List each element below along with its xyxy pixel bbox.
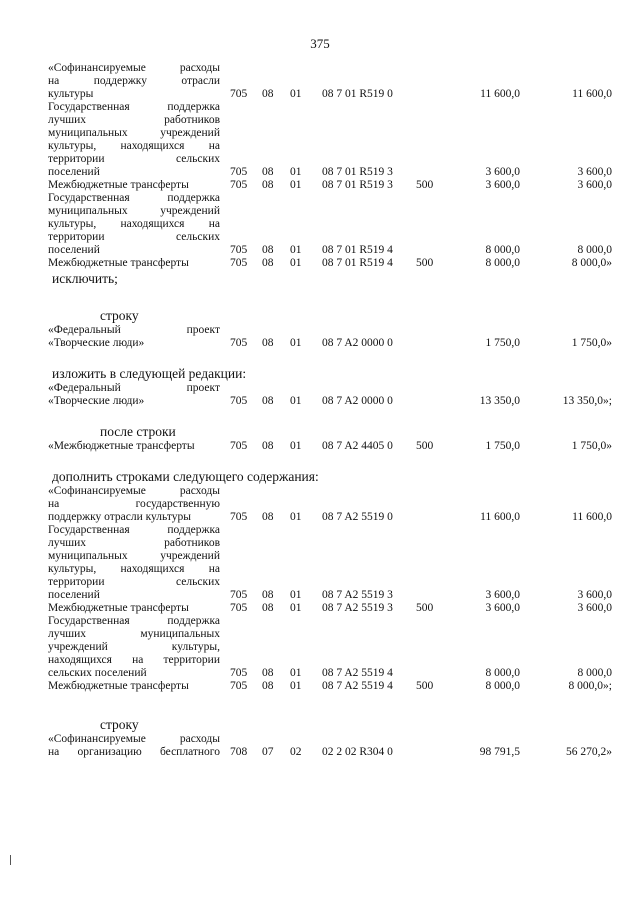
budget-row <box>0 114 640 127</box>
ved-code: 705 <box>230 337 248 349</box>
budget-row <box>0 244 640 257</box>
amount-2: 8 000,0» <box>571 257 612 269</box>
amount-1: 3 600,0 <box>485 589 520 601</box>
row-name: на поддержку отрасли <box>48 75 220 87</box>
row-name: муниципальных учреждений <box>48 205 220 217</box>
row-name: «Межбюджетные трансферты <box>48 440 195 452</box>
budget-block-5 <box>0 485 640 693</box>
row-name: культуры, находящихся на <box>48 218 220 230</box>
budget-row <box>0 140 640 153</box>
target-article-code: 08 7 A2 5519 3 <box>322 602 393 614</box>
amount-2: 1 750,0» <box>571 337 612 349</box>
amount-2: 3 600,0 <box>577 166 612 178</box>
budget-row <box>0 218 640 231</box>
amount-1: 13 350,0 <box>479 395 520 407</box>
row-name: «Софинансируемые расходы <box>48 62 220 74</box>
budget-row <box>0 485 640 498</box>
budget-row <box>0 382 640 395</box>
target-article-code: 08 7 A2 4405 0 <box>322 440 393 452</box>
section-code: 07 <box>262 746 274 758</box>
subsection-code: 01 <box>290 667 302 679</box>
budget-block-4 <box>0 440 640 453</box>
row-name: Межбюджетные трансферты <box>48 680 189 692</box>
section-code: 08 <box>262 88 274 100</box>
amount-2: 1 750,0» <box>571 440 612 452</box>
row-name: лучших работников <box>48 537 220 549</box>
row-name: территории сельских <box>48 153 220 165</box>
budget-row <box>0 602 640 615</box>
ved-code: 705 <box>230 440 248 452</box>
amount-1: 8 000,0 <box>485 667 520 679</box>
ved-code: 705 <box>230 602 248 614</box>
instruction-exclude: исключить; <box>52 271 118 286</box>
amount-1: 3 600,0 <box>485 179 520 191</box>
row-name: Межбюджетные трансферты <box>48 602 189 614</box>
amount-2: 3 600,0 <box>577 602 612 614</box>
subsection-code: 01 <box>290 257 302 269</box>
subsection-code: 01 <box>290 395 302 407</box>
section-code: 08 <box>262 511 274 523</box>
page-number: 375 <box>310 36 330 51</box>
budget-row <box>0 576 640 589</box>
row-name: «Софинансируемые расходы <box>48 485 220 497</box>
budget-row <box>0 75 640 88</box>
budget-row <box>0 88 640 101</box>
section-code: 08 <box>262 667 274 679</box>
budget-block-2 <box>0 324 640 350</box>
expense-type-code: 500 <box>416 680 434 692</box>
row-name: сельских поселений <box>48 667 147 679</box>
budget-row <box>0 537 640 550</box>
target-article-code: 08 7 A2 0000 0 <box>322 395 393 407</box>
ved-code: 708 <box>230 746 248 758</box>
ved-code: 705 <box>230 244 248 256</box>
row-name: культуры, находящихся на <box>48 563 220 575</box>
budget-row <box>0 166 640 179</box>
budget-row <box>0 192 640 205</box>
target-article-code: 08 7 A2 5519 4 <box>322 667 393 679</box>
row-name: Межбюджетные трансферты <box>48 179 189 191</box>
ved-code: 705 <box>230 589 248 601</box>
amount-1: 8 000,0 <box>485 257 520 269</box>
budget-row <box>0 733 640 746</box>
ved-code: 705 <box>230 257 248 269</box>
budget-row <box>0 550 640 563</box>
instruction-line: строку <box>100 717 139 732</box>
subsection-code: 01 <box>290 602 302 614</box>
subsection-code: 01 <box>290 589 302 601</box>
amount-1: 1 750,0 <box>485 337 520 349</box>
budget-row <box>0 680 640 693</box>
subsection-code: 01 <box>290 166 302 178</box>
budget-row <box>0 179 640 192</box>
expense-type-code: 500 <box>416 179 434 191</box>
section-code: 08 <box>262 602 274 614</box>
row-name: учреждений культуры, <box>48 641 220 653</box>
row-name: поселений <box>48 589 100 601</box>
ved-code: 705 <box>230 88 248 100</box>
budget-row <box>0 395 640 408</box>
target-article-code: 08 7 A2 5519 4 <box>322 680 393 692</box>
section-code: 08 <box>262 395 274 407</box>
row-name: муниципальных учреждений <box>48 127 220 139</box>
row-name: муниципальных учреждений <box>48 550 220 562</box>
target-article-code: 08 7 01 R519 3 <box>322 166 393 178</box>
row-name: на организацию бесплатного <box>48 746 220 758</box>
subsection-code: 01 <box>290 244 302 256</box>
ved-code: 705 <box>230 395 248 407</box>
row-name: Государственная поддержка <box>48 615 220 627</box>
target-article-code: 08 7 01 R519 4 <box>322 244 393 256</box>
budget-row <box>0 231 640 244</box>
instruction-after: после строки <box>100 424 176 439</box>
budget-block-1 <box>0 62 640 270</box>
amount-2: 11 600,0 <box>572 511 612 523</box>
budget-row <box>0 101 640 114</box>
row-name: «Творческие люди» <box>48 395 145 407</box>
row-name: «Творческие люди» <box>48 337 145 349</box>
row-name: находящихся на территории <box>48 654 220 666</box>
row-name: территории сельских <box>48 576 220 588</box>
row-name: лучших работников <box>48 114 220 126</box>
budget-row <box>0 153 640 166</box>
amount-2: 56 270,2» <box>566 746 612 758</box>
instruction-add: дополнить строками следующего содержания: <box>52 469 319 484</box>
amount-2: 8 000,0 <box>577 667 612 679</box>
budget-row <box>0 324 640 337</box>
budget-row <box>0 641 640 654</box>
target-article-code: 08 7 01 R519 4 <box>322 257 393 269</box>
budget-row <box>0 337 640 350</box>
amount-1: 11 600,0 <box>480 511 520 523</box>
budget-row <box>0 511 640 524</box>
budget-row <box>0 628 640 641</box>
subsection-code: 01 <box>290 337 302 349</box>
amount-2: 3 600,0 <box>577 589 612 601</box>
row-name: поселений <box>48 244 100 256</box>
section-code: 08 <box>262 179 274 191</box>
amount-2: 13 350,0»; <box>562 395 612 407</box>
subsection-code: 01 <box>290 88 302 100</box>
budget-row <box>0 62 640 75</box>
amount-1: 3 600,0 <box>485 166 520 178</box>
section-code: 08 <box>262 337 274 349</box>
subsection-code: 01 <box>290 680 302 692</box>
amount-1: 1 750,0 <box>485 440 520 452</box>
row-name: территории сельских <box>48 231 220 243</box>
ved-code: 705 <box>230 511 248 523</box>
subsection-code: 01 <box>290 440 302 452</box>
row-name: Государственная поддержка <box>48 524 220 536</box>
budget-row <box>0 257 640 270</box>
section-code: 08 <box>262 166 274 178</box>
ved-code: 705 <box>230 166 248 178</box>
budget-row <box>0 746 640 759</box>
subsection-code: 01 <box>290 511 302 523</box>
row-name: поселений <box>48 166 100 178</box>
amount-2: 11 600,0 <box>572 88 612 100</box>
amount-1: 8 000,0 <box>485 244 520 256</box>
budget-row <box>0 563 640 576</box>
budget-row <box>0 667 640 680</box>
row-name: лучших муниципальных <box>48 628 220 640</box>
target-article-code: 08 7 A2 0000 0 <box>322 337 393 349</box>
budget-row <box>0 127 640 140</box>
amount-1: 3 600,0 <box>485 602 520 614</box>
section-code: 08 <box>262 680 274 692</box>
document-body <box>0 62 640 759</box>
amount-1: 11 600,0 <box>480 88 520 100</box>
row-name: Межбюджетные трансферты <box>48 257 189 269</box>
row-name: на государственную <box>48 498 220 510</box>
budget-row <box>0 589 640 602</box>
row-name: «Федеральный проект <box>48 382 220 394</box>
budget-row <box>0 440 640 453</box>
row-name: «Федеральный проект <box>48 324 220 336</box>
section-code: 08 <box>262 440 274 452</box>
budget-row <box>0 498 640 511</box>
budget-row <box>0 654 640 667</box>
row-name: культуры <box>48 88 94 100</box>
amount-2: 8 000,0 <box>577 244 612 256</box>
ved-code: 705 <box>230 179 248 191</box>
row-name: культуры, находящихся на <box>48 140 220 152</box>
amount-1: 98 791,5 <box>479 746 520 758</box>
row-name: Государственная поддержка <box>48 192 220 204</box>
amount-1: 8 000,0 <box>485 680 520 692</box>
section-code: 08 <box>262 257 274 269</box>
amount-2: 3 600,0 <box>577 179 612 191</box>
instruction-edit: изложить в следующей редакции: <box>52 366 247 381</box>
target-article-code: 02 2 02 R304 0 <box>322 746 393 758</box>
expense-type-code: 500 <box>416 602 434 614</box>
budget-row <box>0 524 640 537</box>
row-name: «Софинансируемые расходы <box>48 733 220 745</box>
ved-code: 705 <box>230 680 248 692</box>
amount-2: 8 000,0»; <box>568 680 612 692</box>
budget-block-3 <box>0 382 640 408</box>
target-article-code: 08 7 A2 5519 3 <box>322 589 393 601</box>
subsection-code: 01 <box>290 179 302 191</box>
budget-block-6 <box>0 733 640 759</box>
expense-type-code: 500 <box>416 440 434 452</box>
expense-type-code: 500 <box>416 257 434 269</box>
target-article-code: 08 7 01 R519 0 <box>322 88 393 100</box>
subsection-code: 02 <box>290 746 302 758</box>
budget-row <box>0 205 640 218</box>
target-article-code: 08 7 01 R519 3 <box>322 179 393 191</box>
margin-mark <box>10 855 11 865</box>
budget-row <box>0 615 640 628</box>
section-code: 08 <box>262 244 274 256</box>
target-article-code: 08 7 A2 5519 0 <box>322 511 393 523</box>
row-name: Государственная поддержка <box>48 101 220 113</box>
row-name: поддержку отрасли культуры <box>48 511 191 523</box>
section-code: 08 <box>262 589 274 601</box>
instruction-line: строку <box>100 308 139 323</box>
ved-code: 705 <box>230 667 248 679</box>
